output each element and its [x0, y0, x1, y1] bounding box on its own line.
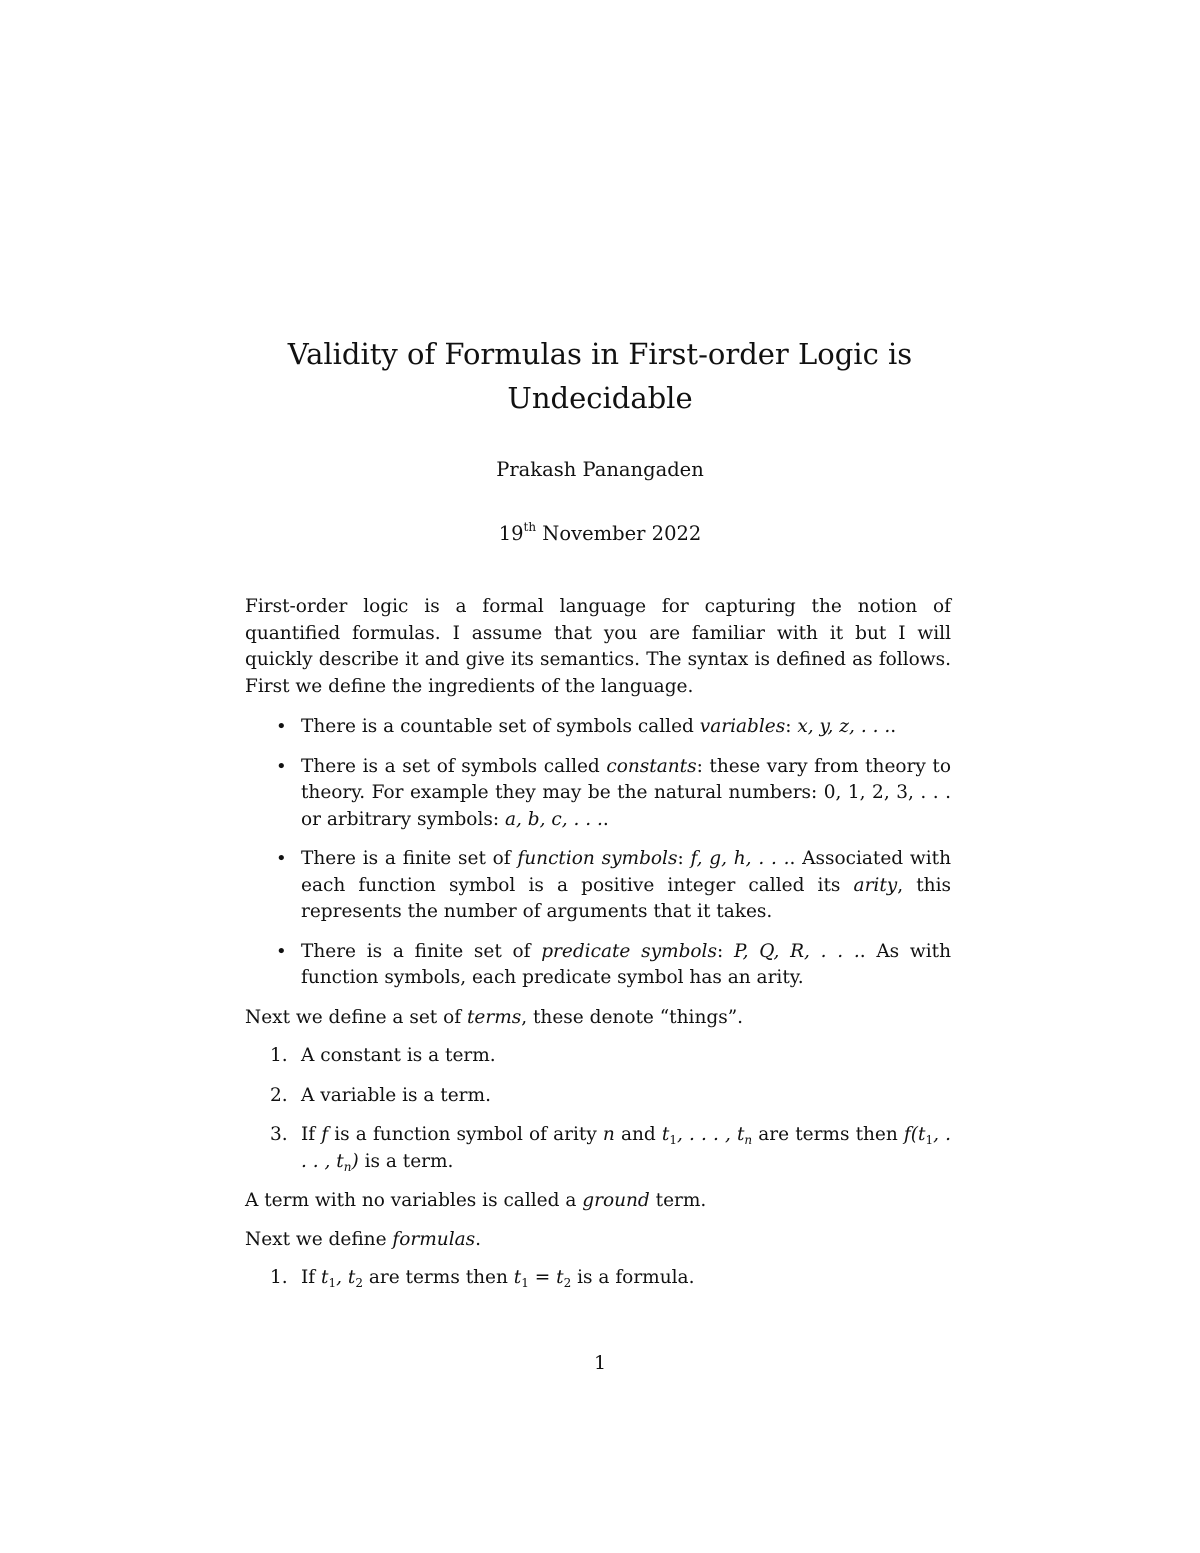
defined-term: arity	[853, 874, 898, 896]
bullet-icon: •	[276, 940, 287, 962]
math-expression: f, g, h, . . .	[690, 848, 790, 869]
math-expression: P, Q, R, . . .	[733, 940, 860, 962]
paper-title: Validity of Formulas in First-order Logic is Undecidable	[287, 337, 913, 415]
math-expression: f	[321, 1124, 329, 1145]
term-rules-list	[245, 1043, 951, 1175]
math-expression: $t_1$, $t_2$	[321, 1267, 363, 1290]
item-number: 1.	[270, 1045, 288, 1066]
list-item: • There is a finite set of predicate symbols: P, Q, R, . . .. As with function symbols, each predicate symbol has an arity.	[276, 940, 951, 988]
intro-paragraph: First-order logic is a formal language for capturing the notion of quantified formulas. I assume that you are familiar with it but I will quickly describe it and give its semantics. The syntax is defined as follows. First we define the ingredients of the language.	[245, 596, 951, 697]
defined-term: formulas	[392, 1228, 476, 1250]
terms-intro: Next we define a set of terms, these denote “things”.	[245, 1006, 744, 1028]
page-number: 1	[593, 1352, 607, 1374]
list-item: 3. If f is a function symbol of arity n and $t_1$, . . . , $t_n$ are terms then $f(t_1$, . . . , $t_n$) is a term.	[270, 1124, 951, 1174]
list-item: • There is a set of symbols called constants: these vary from theory to theory. For example they may be the natural numbers: 0, 1, 2, 3, . . . or arbitrary symbols: a, b, c, . . ..	[276, 755, 951, 830]
ingredients-list	[245, 714, 951, 992]
math-expression: $t_1 = t_2$	[513, 1267, 572, 1290]
list-item: • There is a countable set of symbols called variables: x, y, z, . . ..	[245, 714, 951, 741]
publication-date	[245, 520, 955, 548]
defined-term: terms	[466, 1006, 522, 1028]
math-expression: $f(t_1$, . . . , $t_n$)	[301, 1124, 951, 1174]
formulas-intro: Next we define formulas.	[245, 1228, 482, 1250]
list-item: 1. If $t_1$, $t_2$ are terms then $t_1 = t_2$ is a formula.	[270, 1267, 695, 1290]
formula-rules-list	[245, 1265, 951, 1292]
bullet-icon: •	[276, 848, 287, 869]
date-ordinal: th	[523, 520, 537, 534]
list-item: 2. A variable is a term.	[245, 1083, 951, 1110]
item-number: 1.	[270, 1267, 288, 1288]
date-day: 19	[498, 522, 524, 545]
defined-term: predicate symbols	[541, 940, 717, 962]
list-item: • There is a finite set of function symbols: f, g, h, . . .. Associated with each function symbol is a positive integer called its arity, this represents the number of arguments that it takes.	[276, 848, 952, 922]
defined-term: ground	[582, 1190, 650, 1211]
math-expression: n	[602, 1124, 615, 1145]
defined-term: constants	[606, 755, 697, 777]
defined-term: function symbols	[517, 848, 678, 869]
bullet-icon: •	[276, 716, 287, 737]
item-number: 3.	[270, 1124, 288, 1145]
item-number: 2.	[270, 1084, 288, 1106]
list-item: 1. A constant is a term.	[245, 1043, 951, 1070]
defined-term: variables	[699, 716, 786, 737]
body-text	[245, 594, 951, 1305]
math-expression: $t_1$, . . . , $t_n$	[661, 1124, 753, 1147]
bullet-icon: •	[276, 755, 287, 777]
date-rest: November 2022	[542, 522, 702, 545]
math-expression: a, b, c, . . .	[504, 808, 603, 830]
math-expression: x, y, z, . . .	[797, 716, 891, 737]
author-name: Prakash Panangaden	[496, 458, 704, 481]
ground-term-definition: A term with no variables is called a ground term.	[245, 1190, 707, 1211]
